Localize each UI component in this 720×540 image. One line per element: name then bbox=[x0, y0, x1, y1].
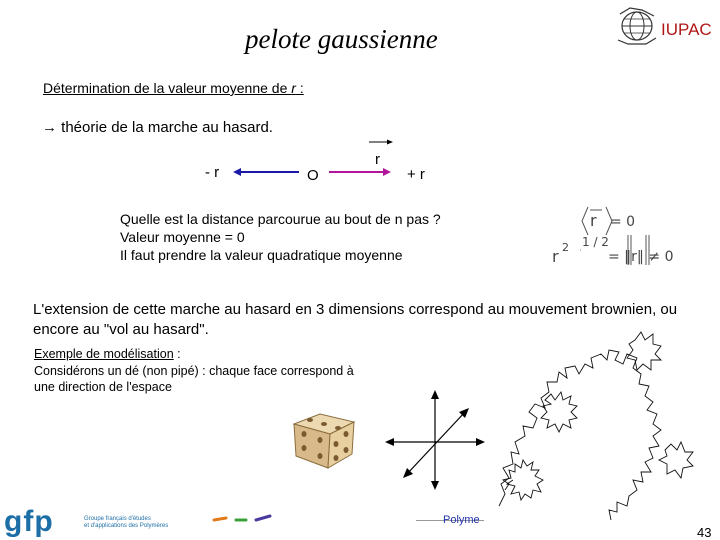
right-arrowhead bbox=[383, 168, 391, 176]
vector-bar-head bbox=[387, 140, 393, 145]
heading-prefix: Détermination de la valeur moyenne de bbox=[43, 80, 292, 96]
mean-value: = 0 bbox=[610, 214, 636, 230]
section-heading bbox=[43, 80, 304, 96]
gfp-subtitle bbox=[84, 516, 168, 530]
gfp-subtitle-line: et d'applications des Polymères bbox=[84, 523, 169, 529]
plus-r-label: + r bbox=[407, 166, 425, 183]
implies-arrow-icon: → bbox=[42, 119, 57, 136]
left-arrowhead bbox=[233, 168, 241, 176]
brownian-path-image bbox=[485, 300, 700, 532]
axes-3d-icon bbox=[385, 390, 485, 490]
bullet-line bbox=[42, 119, 273, 136]
organization-label: IUPAC bbox=[661, 20, 712, 39]
origin-label: O bbox=[307, 167, 319, 184]
rms-var: r bbox=[552, 247, 559, 266]
example-line: Considérons un dé (non pipé) : chaque face correspond à bbox=[34, 363, 354, 378]
heading-suffix: : bbox=[295, 80, 304, 96]
question-line: Quelle est la distance parcourue au bout de n pas ? bbox=[120, 211, 441, 227]
bullet-text: théorie de la marche au hasard. bbox=[61, 119, 273, 136]
gfp-logo: gfp bbox=[4, 505, 54, 538]
decorative-strokes-icon bbox=[212, 512, 274, 526]
walk-arrows bbox=[225, 138, 405, 182]
footer-site-link[interactable]: Polyme bbox=[443, 514, 480, 526]
heading-var: r bbox=[291, 80, 296, 96]
brownian-paragraph: L'extension de cette marche au hasard en 3 dimensions correspond au mouvement brownien, ou encore au "vol au hasard". bbox=[33, 301, 678, 338]
example-line: une direction de l'espace bbox=[34, 380, 172, 394]
example-label-suffix: : bbox=[173, 347, 181, 361]
question-block bbox=[120, 210, 441, 264]
iupac-globe-icon bbox=[616, 4, 658, 53]
page-number: 43 bbox=[697, 525, 712, 540]
question-line: Valeur moyenne = 0 bbox=[120, 229, 245, 245]
dice-icon bbox=[290, 408, 360, 470]
page-title: pelote gaussienne bbox=[245, 24, 438, 54]
example-label: Exemple de modélisation bbox=[34, 347, 174, 361]
question-line: Il faut prendre la valeur quadratique moyenne bbox=[120, 247, 403, 263]
rms-formula bbox=[540, 235, 690, 275]
gfp-subtitle-line: Groupe français d'études bbox=[84, 516, 151, 522]
minus-r-label: - r bbox=[205, 164, 220, 181]
mean-var: r bbox=[590, 211, 597, 230]
example-block bbox=[34, 346, 354, 396]
rms-exp: 2 bbox=[562, 241, 569, 254]
vector-r-label: r bbox=[375, 151, 380, 168]
rms-power: 1 / 2 bbox=[582, 235, 609, 249]
rms-rhs: = ‖r‖ ≠ 0 bbox=[608, 249, 674, 265]
